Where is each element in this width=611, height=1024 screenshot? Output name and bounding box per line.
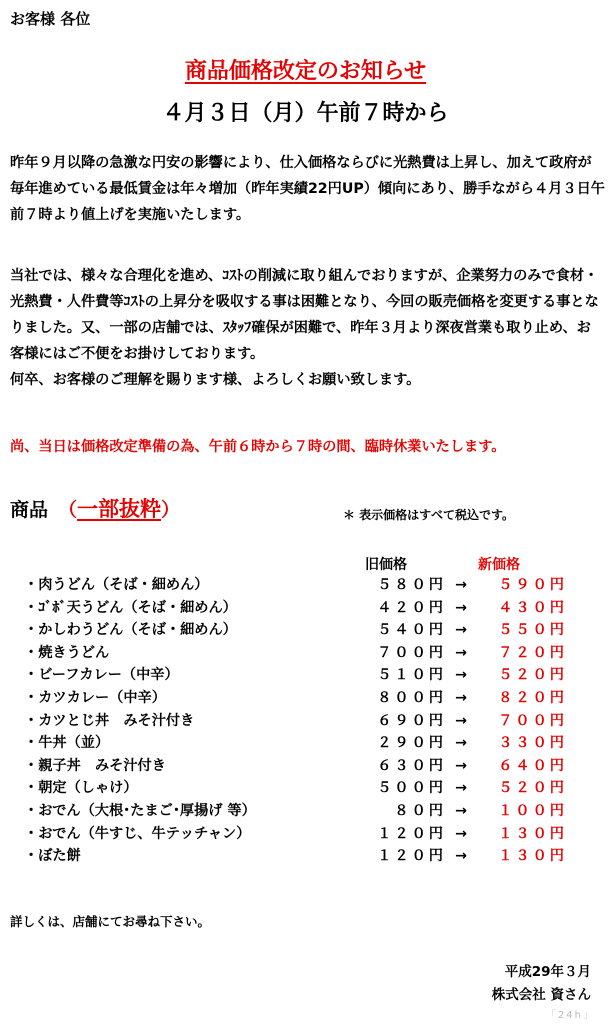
new-price: ７００円 [498, 712, 567, 729]
item-name: ・かしわうどん（そば・細めん） [24, 622, 237, 639]
old-price: １２０円 [377, 825, 446, 842]
price-row [24, 845, 584, 868]
old-price: ６３０円 [377, 757, 446, 774]
arrow-icon: → [455, 599, 467, 616]
item-name: ・肉うどん（そば・細めん） [24, 577, 209, 593]
arrow-icon: → [455, 689, 467, 706]
new-price: ７２０円 [498, 644, 567, 661]
price-row [24, 597, 584, 620]
price-row [24, 755, 584, 778]
old-price: ２９０円 [377, 735, 446, 752]
old-price: ５４０円 [377, 622, 446, 639]
price-row [24, 687, 584, 710]
new-price: １３０円 [498, 825, 567, 842]
new-price: ３３０円 [498, 735, 567, 752]
item-name: ・ｺﾞﾎﾞ天うどん（そば・細めん） [24, 599, 237, 616]
item-name: ・ビーフカレー（中辛） [24, 667, 179, 684]
new-price: ５２０円 [498, 780, 567, 797]
arrow-icon: → [455, 780, 467, 797]
tax-note: ＊ 表示価格はすべて税込です。 [343, 508, 514, 522]
new-price: ８２０円 [498, 689, 567, 706]
price-row [24, 732, 584, 755]
arrow-icon: → [455, 577, 467, 593]
old-price: ４２０円 [377, 599, 446, 616]
notice-title: 商品価格改定のお知らせ [184, 59, 427, 84]
items-heading-label: 商品 [10, 499, 49, 521]
item-name: ・おでん（牛すじ、牛テッチャン） [24, 825, 251, 842]
item-name: ・朝定（しゃけ） [24, 780, 138, 797]
item-name: ・カツカレー（中辛） [24, 689, 166, 706]
paragraph-apology: 当社では、様々な合理化を進め、ｺｽﾄの削減に取り組んでおりますが、企業努力のみで食材・光熱費・人件費等ｺｽﾄの上昇分を吸収する事は困難となり、今回の販売価格を変更する事となりました。又、一部の店舗では、ｽﾀｯﾌ確保が困難で、昨年３月より深夜営業も取り止め、お客様にはご不便をお掛けしております。 何卒、お客様のご理解を賜ります様、よろしくお願い致します。 [10, 268, 599, 388]
effective-date: ４月３日（月）午前７時から [162, 101, 449, 126]
company-name: 株式会社 資さん [491, 987, 591, 1003]
greeting: お客様 各位 [10, 10, 91, 28]
issue-date: 平成29年３月 [504, 964, 591, 980]
details-note: 詳しくは、店舗にてお尋ね下さい。 [10, 914, 211, 929]
price-row [24, 777, 584, 800]
old-price: ８００円 [377, 689, 446, 706]
item-name: ・おでん（大根･たまご･厚揚げ 等） [24, 802, 256, 819]
new-price: ６４０円 [498, 757, 567, 774]
arrow-icon: → [455, 848, 467, 865]
new-price: ５２０円 [498, 667, 567, 684]
new-price: ５９０円 [498, 577, 567, 593]
old-price: ８０円 [394, 802, 446, 819]
item-name: ・カツとじ丼 みそ汁付き [24, 712, 195, 729]
arrow-icon: → [455, 712, 467, 729]
item-name: ・牛丼（並） [24, 735, 110, 752]
price-row [24, 800, 584, 823]
excerpt-open-paren: （ [58, 499, 78, 521]
price-table [24, 574, 584, 868]
old-price: ５８０円 [377, 577, 446, 593]
new-price: ５５０円 [498, 622, 567, 639]
price-row [24, 642, 584, 665]
items-heading [10, 493, 180, 523]
new-price: １３０円 [498, 848, 567, 865]
old-price: ５１０円 [377, 667, 446, 684]
price-row [24, 619, 584, 642]
arrow-icon: → [455, 622, 467, 639]
item-name: ・ぼた餅 [24, 848, 81, 865]
paragraph-reason: 昨年９月以降の急激な円安の影響により、仕入価格ならびに光熱費は上昇し、加えて政府が毎年進めている最低賃金は年々増加（昨年実績22円UP）傾向にあり、勝手ながら４月３日午前７時より値上げを実施いたします。 [10, 155, 605, 223]
arrow-icon: → [455, 757, 467, 774]
new-price: １００円 [498, 802, 567, 819]
item-name: ・焼きうどん [24, 644, 110, 661]
price-row [24, 574, 584, 597]
new-price: ４３０円 [498, 599, 567, 616]
price-row [24, 710, 584, 733]
item-name: ・親子丼 みそ汁付き [24, 757, 166, 774]
column-header-old-price: 旧価格 [365, 557, 407, 573]
arrow-icon: → [455, 735, 467, 752]
price-row [24, 823, 584, 846]
old-price: ６９０円 [377, 712, 446, 729]
old-price: ５００円 [377, 780, 446, 797]
old-price: １２０円 [377, 848, 446, 865]
arrow-icon: → [455, 802, 467, 819]
old-price: ７００円 [377, 644, 446, 661]
store-tag: 「24h」 [545, 1010, 595, 1021]
closure-notice: 尚、当日は価格改定準備の為、午前６時から７時の間、臨時休業いたします。 [10, 439, 506, 455]
excerpt-close-paren: ） [161, 499, 181, 521]
arrow-icon: → [455, 644, 467, 661]
excerpt-keyword: 一部抜粋 [77, 497, 162, 521]
excerpt-label [58, 499, 180, 521]
column-header-new-price: 新価格 [478, 557, 520, 573]
arrow-icon: → [455, 667, 467, 684]
arrow-icon: → [455, 825, 467, 842]
price-row [24, 664, 584, 687]
